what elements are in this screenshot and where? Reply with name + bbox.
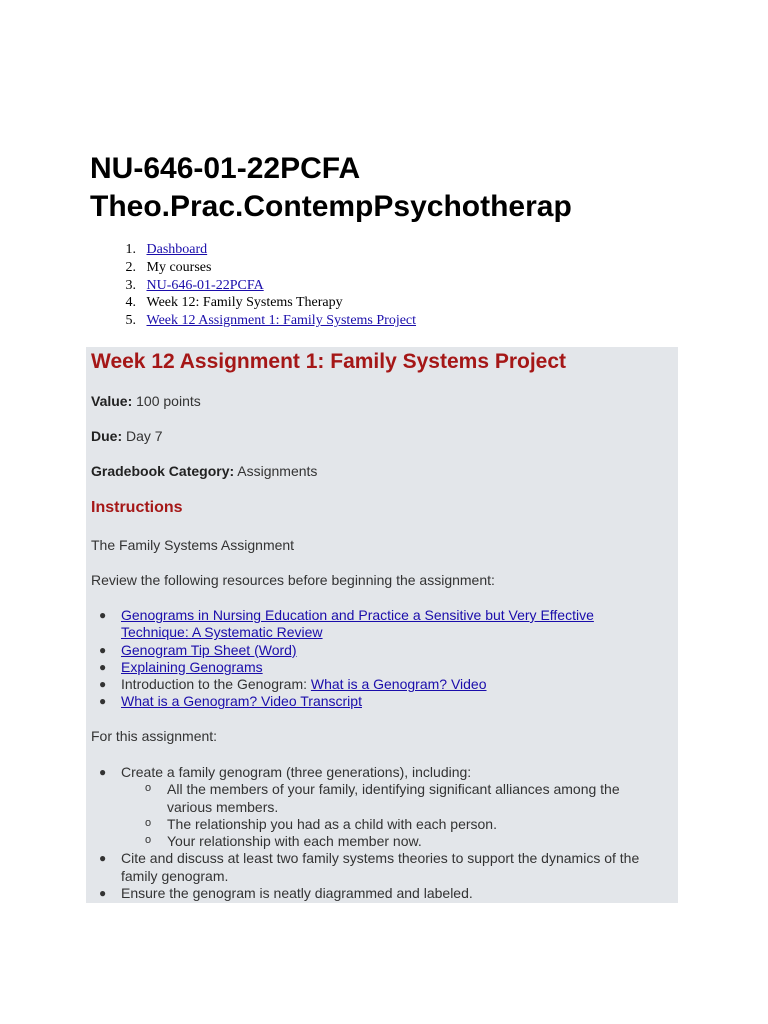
due-label: Due: bbox=[91, 428, 123, 444]
breadcrumb-number: 4. bbox=[125, 295, 136, 311]
value-text: 100 points bbox=[136, 393, 201, 409]
circle-bullet-icon: o bbox=[145, 782, 152, 795]
intro-text: The Family Systems Assignment bbox=[91, 537, 295, 553]
circle-bullet-icon: o bbox=[145, 834, 152, 847]
resource-link-video-transcript[interactable]: What is a Genogram? Video Transcript bbox=[121, 693, 362, 710]
breadcrumb-text-my-courses: My courses bbox=[146, 259, 212, 275]
list-item bbox=[91, 642, 671, 659]
bullet-icon: ● bbox=[99, 659, 107, 674]
list-item: ● Cite and discuss at least two family systems theories to support the dynamics of the family genogram. bbox=[99, 850, 640, 884]
bullet-icon: ● bbox=[99, 765, 107, 779]
bullet-icon: ● bbox=[99, 608, 107, 622]
task-text: Create a family genogram (three generations), including: bbox=[121, 764, 472, 780]
course-title bbox=[90, 150, 572, 226]
bullet-icon: ● bbox=[99, 851, 107, 866]
list-item bbox=[91, 659, 671, 676]
breadcrumb-text-week: Week 12: Family Systems Therapy bbox=[146, 295, 343, 311]
resource-link-genograms-review[interactable]: Genograms in Nursing Education and Practice a Sensitive but Very Effective Technique: A Systematic Review bbox=[121, 607, 594, 641]
list-item: o All the members of your family, identifying significant alliances among the various members. bbox=[145, 781, 620, 815]
instructions-heading: Instructions bbox=[91, 499, 183, 516]
breadcrumb-item-my-courses bbox=[90, 259, 416, 277]
assignment-panel bbox=[86, 347, 678, 903]
category-text: Assignments bbox=[237, 463, 318, 479]
bullet-icon: ● bbox=[99, 642, 107, 657]
task-list bbox=[91, 764, 671, 902]
list-item: ● Ensure the genogram is neatly diagrammed and labeled. bbox=[99, 885, 473, 902]
breadcrumb-number: 1. bbox=[125, 242, 136, 257]
list-item bbox=[91, 607, 671, 642]
breadcrumb-item-dashboard bbox=[90, 241, 416, 259]
course-title-line-2: Theo.Prac.ContempPsychotherap bbox=[90, 190, 572, 223]
breadcrumb-link-course[interactable]: NU-646-01-22PCFA bbox=[146, 277, 264, 293]
breadcrumb-number: 5. bbox=[125, 313, 136, 329]
bullet-icon: ● bbox=[99, 886, 107, 901]
breadcrumb-item-assignment bbox=[90, 312, 416, 330]
bullet-icon: ● bbox=[99, 694, 107, 709]
breadcrumb-link-dashboard[interactable]: Dashboard bbox=[146, 242, 208, 257]
list-item bbox=[91, 676, 671, 693]
value-label: Value: bbox=[91, 393, 133, 409]
bullet-icon: ● bbox=[99, 677, 107, 692]
assignment-title: Week 12 Assignment 1: Family Systems Project bbox=[91, 350, 567, 373]
list-item: o Your relationship with each member now. bbox=[145, 833, 422, 850]
resource-link-genogram-video[interactable]: What is a Genogram? Video bbox=[310, 676, 487, 693]
breadcrumb-number: 3. bbox=[125, 277, 136, 293]
category-label: Gradebook Category: bbox=[91, 463, 235, 479]
list-item bbox=[91, 764, 671, 850]
resource-link-explaining-genograms[interactable]: Explaining Genograms bbox=[121, 658, 263, 675]
breadcrumb-link-assignment[interactable]: Week 12 Assignment 1: Family Systems Project bbox=[146, 313, 417, 329]
resource-list bbox=[91, 607, 671, 711]
breadcrumb-item-week bbox=[90, 294, 416, 312]
review-text: Review the following resources before beginning the assignment: bbox=[91, 572, 495, 588]
assignment-category bbox=[91, 463, 317, 479]
assignment-intro-text: For this assignment: bbox=[91, 728, 218, 744]
list-item bbox=[91, 693, 671, 710]
resource-prefix-text: Introduction to the Genogram: bbox=[121, 676, 311, 693]
assignment-due bbox=[91, 428, 163, 444]
course-title-line-1: NU-646-01-22PCFA bbox=[90, 152, 361, 185]
resource-link-tip-sheet[interactable]: Genogram Tip Sheet (Word) bbox=[121, 641, 297, 658]
assignment-value bbox=[91, 393, 201, 409]
due-text: Day 7 bbox=[126, 428, 163, 444]
breadcrumb-item-course bbox=[90, 277, 416, 295]
breadcrumb bbox=[90, 241, 416, 330]
list-item: o The relationship you had as a child with each person. bbox=[145, 815, 497, 832]
sub-task-list bbox=[121, 781, 671, 850]
breadcrumb-number: 2. bbox=[125, 259, 136, 275]
circle-bullet-icon: o bbox=[145, 816, 152, 829]
